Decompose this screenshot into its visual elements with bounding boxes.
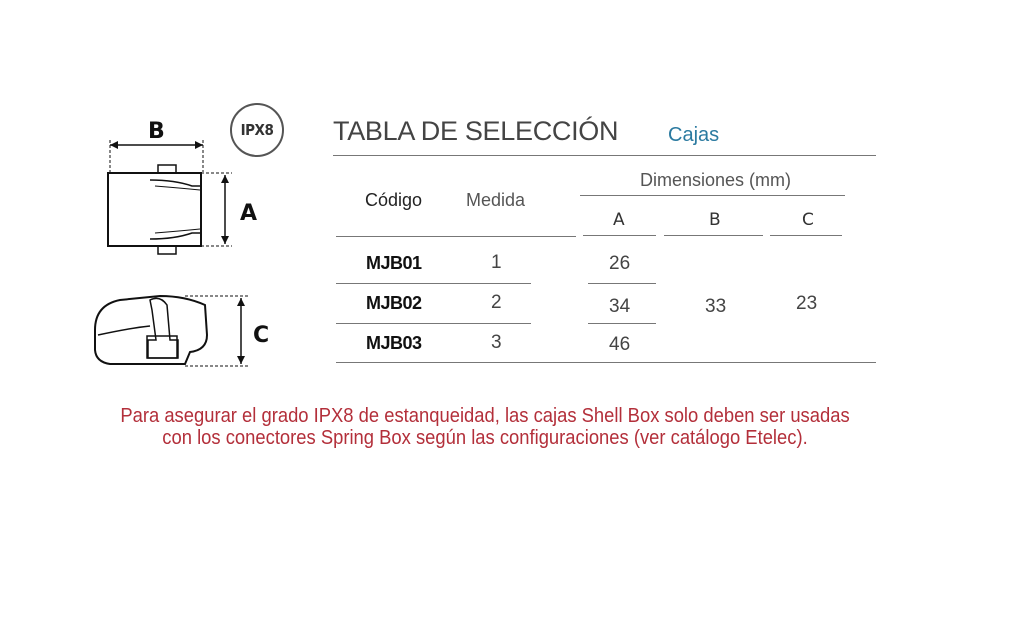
dimensions-divider bbox=[580, 195, 845, 196]
table-bottom-rule bbox=[336, 362, 876, 363]
row2-code: MJB02 bbox=[366, 293, 422, 313]
row1-a: 26 bbox=[609, 253, 631, 274]
header-code: Código bbox=[365, 190, 423, 210]
row3-size: 3 bbox=[491, 332, 502, 353]
row3-a: 46 bbox=[609, 334, 631, 355]
header-divider bbox=[336, 236, 576, 237]
col-c-label: C bbox=[802, 210, 814, 230]
col-b-underline bbox=[664, 235, 763, 236]
row3-code: MJB03 bbox=[366, 333, 422, 353]
col-c-underline bbox=[770, 235, 842, 236]
header-size: Medida bbox=[466, 190, 526, 210]
c-value: 23 bbox=[796, 293, 818, 314]
ipx8-note bbox=[94, 405, 876, 449]
b-value: 33 bbox=[705, 296, 727, 317]
row1-a-divider bbox=[588, 283, 656, 284]
row1-size: 1 bbox=[491, 252, 502, 273]
row2-a-divider bbox=[588, 323, 656, 324]
box-front-view-drawing bbox=[0, 0, 300, 400]
note-line-2: con los conectores Spring Box según las configuraciones (ver catálogo Etelec). bbox=[162, 427, 808, 449]
page-subtitle: Cajas bbox=[668, 124, 720, 146]
dim-a-label: A bbox=[240, 201, 258, 226]
row2-divider bbox=[336, 323, 531, 324]
row2-size: 2 bbox=[491, 292, 502, 313]
ipx8-badge bbox=[230, 103, 284, 157]
row2-a: 34 bbox=[609, 296, 631, 317]
col-a-underline bbox=[583, 235, 656, 236]
header-dimensions: Dimensiones (mm) bbox=[640, 170, 792, 190]
row1-divider bbox=[336, 283, 531, 284]
row1-code: MJB01 bbox=[366, 253, 422, 273]
dim-b-label: B bbox=[148, 119, 165, 144]
note-line-1: Para asegurar el grado IPX8 de estanqueidad, las cajas Shell Box solo deben ser usadas bbox=[120, 405, 850, 427]
col-b-label: B bbox=[709, 210, 721, 230]
title-divider bbox=[333, 155, 876, 156]
ipx8-badge-text: IPX8 bbox=[240, 121, 274, 139]
page-title: TABLA DE SELECCIÓN bbox=[333, 116, 619, 146]
col-a-label: A bbox=[613, 210, 625, 230]
dim-c-label: C bbox=[253, 323, 270, 348]
